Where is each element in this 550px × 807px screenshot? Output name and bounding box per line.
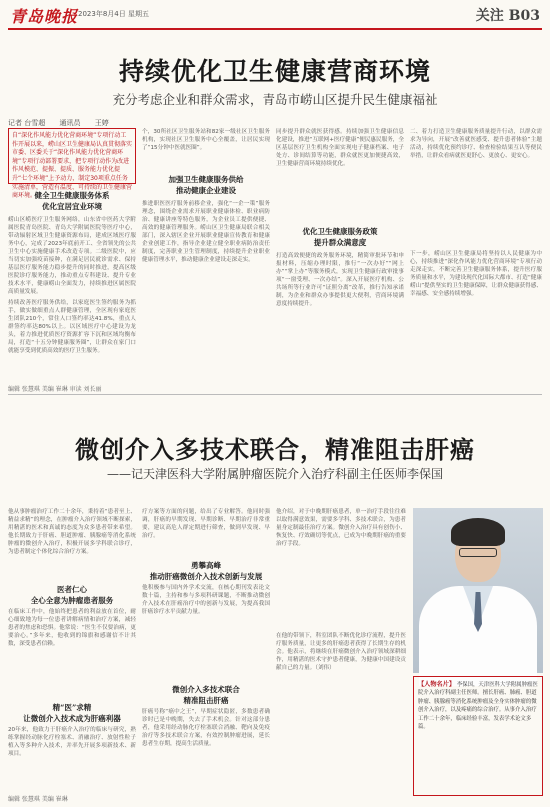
newspaper-logo: 青岛晚报 [10,7,79,26]
story2-column-2-top: 疗方案等方面的问题，给出了专业解答。他同时强调，肝癌的早期发现、早期诊断、早期治疗非常重要，建议高危人群定期进行筛查，做到早发现、早治疗。 [142,509,270,539]
page-header [0,0,550,28]
story1-column-3: 打造高效便捷的政务服务环境，精简审批环节和申报材料，压缩办理时限，推行“一次办好”“网上办”“掌上办”等服务模式，实现卫生健康行政审批事项“一窗受理、一次办结”。深入开展医疗机构、公共场所等行业许可“证照分离”改革，推行告知承诺制，为企业和群众办事提供更大便利，营商环境满意度持续提升。 [276,253,404,307]
page-label: 关注 B03 [475,8,540,24]
paragraph: 持续改善医疗服务供给，以家庭医生签约服务为抓手，做实做细重点人群健康管理，全区现有家庭医生团队210个，常住人口签约率达41.8%，重点人群签约率达80%以上。以区域医疗中心建设为龙头，着力推进优质医疗资源扩容下沉和区域均衡布局，打造“十五分钟健康服务圈”，让群众在家门口就能享受到优质高效的医疗卫生服务。 [8,300,136,354]
story1-headline: 持续优化卫生健康营商环境 [118,57,431,86]
portrait-hair [451,518,505,546]
issue-date: 2023年8月4日 星期五 [78,10,149,18]
story1-column-4-top: 二、着力打造卫生健康服务质量提升行动，以群众需求为导向，开展“改善就医感受、提升患者体验”主题活动，持续优化预约诊疗、检查检验结果互认等便民举措，让群众看病就医更舒心、更放心、更安心。 [410,129,542,159]
profile-card-title: 【人物名片】 [418,681,456,688]
paragraph: 崂山区崂医疗卫生服务网络，山东省中医药大学附属医院青岛医院、青岛大学附属医院等医疗中心，带动辐射区域卫生健康资源布局，建成区域医疗服务中心，完成了2023年底前开工、全省领先的公共卫生中心实施健康手术改造专项。二级医院中，应当切实加强疫苗接种，在满足居民就诊需求、保持基层医疗服务能力稳步提升的同时推进，提高区级医院诊疗服务能力，推动重点专科建设、提升专业技术水平，健康崂山全面发力，持续推进区属医院高质量发展。 [8,217,136,295]
story2-section-heading-1: 医者仁心 全心全意为肿瘤患者服务 [30,585,114,605]
story2-column-2-mid: 他积极参与国内外学术交流，在核心期刊发表论文数十篇，主持和参与多项科研课题，不断推动微创介入技术在肝癌治疗中的创新与发展，为提高我国肝癌诊疗水平贡献力量。 [142,585,270,615]
story1-section-heading-2: 加强卫生健康服务供给 推动健康企业建设 [168,175,244,195]
story2-section-heading-3: 勇攀高峰 推动肝癌微创介入技术创新与发展 [149,561,263,581]
story2-section-heading-2: 精“医”求精 让微创介入技术成为肝癌利器 [23,703,121,723]
story1-byline [8,118,121,128]
story1-column-2: 推进职医医疗服务前移企业，强化“一企一策”服务理念，围绕企业需求开展职业健康体检、职业病防治、健康讲座等特色服务，为企业员工提供便捷、高效的健康管理服务。崂山区卫生健康局联合相关部门，深入辖区企业开展职业健康宣传教育和健康企业创建工作，指导企业建立健全职业病防治责任制度，完善职业卫生管理制度，持续提升企业职业健康管理水平，推动健康企业建设走深走实。 [142,201,270,263]
story2-column-2-bottom: 肝癌号称“癌中之王”，早期症状隐匿，多数患者确诊时已是中晚期，失去了手术机会。针对这部分患者，他采用经动脉化疗栓塞联合消融、靶向及免疫治疗等多技术联合方案，有效控制肿瘤进展，延长患者生存期，提高生活质量。 [142,709,270,747]
story1-column-2-top: 个，30所社区卫生服务站和82家一级社区卫生服务机构，实现社区卫生服务中心全覆盖，让居民实现了“15分钟中医就医圈”。 [142,129,270,151]
story1-lead-box: 自“深化作风能力优化营商环境”专项行动工作开展以来，崂山区卫生健康局认真贯彻落实市委、区委关于“深化作风能力优化营商环境”专项行动部署要求，把专项行动作为改进作风模范、提振、提质、服务能力优化提升“七个环境”上予动力，制定30项重点任务实施清单，营造有温度、可持续的卫生健康营商环境。 [8,128,136,184]
story1-column-1 [8,216,136,380]
profile-card-text: 李保国，天津医科大学附属肿瘤医院介入治疗科副主任医师。擅长肝癌、肺癌、胆道肿瘤、胰腺癌等消化系统肿瘤及全身实体肿瘤的微创介入治疗，以及疼痛的综合治疗。从事介入治疗工作二十余年，临床经验丰富，发表学术论文多篇。 [418,682,538,731]
doctor-portrait-photo [413,508,543,673]
story2-column-3-top: 他介绍，对于中晚期肝癌患者，单一治疗手段往往难以取得满意效果，需要多学科、多技术联合，为患者量身定制最佳治疗方案。微创介入治疗具有创伤小、恢复快、疗效确切等优点，已成为中晚期肝癌的重要治疗手段。 [276,509,406,547]
story1-subheadline: 充分考虑企业和群众需求，青岛市崂山区提升民生健康福祉 [112,92,438,107]
portrait-glasses [459,548,497,557]
byline-correspondent: 王婷 [94,119,109,127]
story2-column-1-mid: 在临床工作中，他始终把患者的利益放在首位，耐心细致地为每一位患者讲解病情和治疗方案，减轻患者的焦虑和恐惧。他常说：“医生不仅要治病，更要治心。”多年来，他收到的锦旗和感谢信不计其数，深受患者信赖。 [8,609,136,647]
story2-column-1-bottom: 20年来，他致力于肝癌介入治疗的临床与研究，熟练掌握经动脉化疗栓塞术、消融治疗、放射性粒子植入等多种介入技术，并率先开展多项新技术、新项目。 [8,727,136,757]
story2-column-3-bottom: 在他的带领下，科室团队不断优化诊疗流程，提升医疗服务质量，让更多的肝癌患者获得了长期生存的机会。他表示，将继续在肝癌微创介入治疗领域深耕细作，用精湛的医术守护患者健康，为健康中国建设贡献自己的力量。（刘伟） [276,633,406,671]
story2-headline: 微创介入多技术联合，精准阻击肝癌 [75,435,475,464]
story2-subheadline: ——记天津医科大学附属肿瘤医院介入治疗科副主任医师李保国 [106,467,443,481]
byline-reporter: 记者 台雪超 [8,119,46,127]
story2-column-1-top: 他从事肿瘤治疗工作二十余年，秉持着“患者至上、精益求精”的理念，在肿瘤介入治疗领域不断探索，用精湛的医术和真诚的态度为众多患者带来希望。他长期致力于肝癌、胆道肿瘤、胰腺癌等消化系统肿瘤的微创介入治疗，积极开展多学科联合诊疗，为患者制定个体化综合治疗方案。 [8,509,136,555]
profile-card [413,676,543,796]
story1-column-3-top: 同步提升群众就医获得感。持续加强卫生健康信息化建设，推进“互联网+医疗健康”便民惠民服务，全区基层医疗卫生机构全面实现电子健康档案、电子处方、诊间结算等功能，群众就医更加便捷高效，卫生健康营商环境持续优化。 [276,129,404,167]
story1-section-heading-1: 健全卫生健康服务体系 优化宜居宜业环境 [34,191,110,211]
story2-credit: 编辑 张慧琪 美编 崔琳 [8,796,68,803]
story2-section-heading-4: 微创介入多技术联合 精准阻击肝癌 [172,685,240,705]
header-rule [8,28,542,30]
story1-column-4: 下一步，崂山区卫生健康局将坚持以人民健康为中心，持续推进“深化作风能力优化营商环境”专项行动走深走实，不断完善卫生健康服务体系，提升医疗服务质量和水平，为建设现代化国际大都市、打造“健康崂山”提供坚实的卫生健康保障，让群众健康获得感、幸福感、安全感持续增强。 [410,251,542,297]
byline-correspondent-label: 通讯员 [59,119,81,127]
story1-credit: 编辑 张慧琪 美编 崔琳 审读 刘长丽 [8,386,102,393]
story1-section-heading-3: 优化卫生健康服务政策 提升群众满意度 [302,227,378,247]
section-divider [8,394,542,395]
